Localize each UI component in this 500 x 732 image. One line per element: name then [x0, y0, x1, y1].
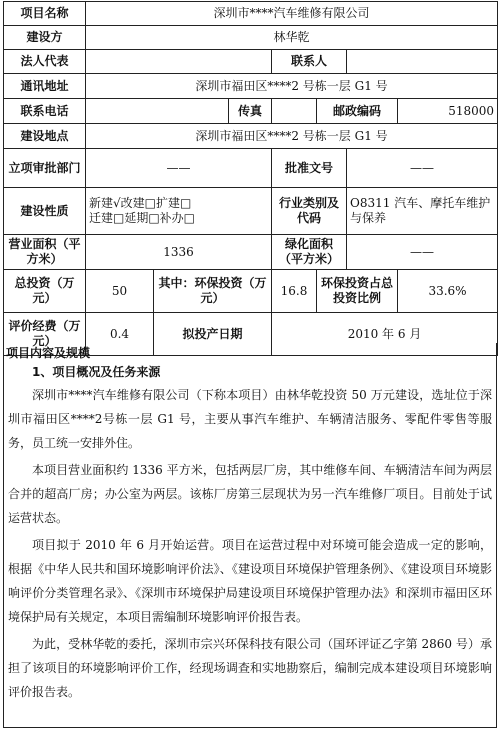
legal-rep-value	[86, 50, 272, 74]
start-date-value: 2010 年 6 月	[272, 313, 498, 356]
site-value: 深圳市福田区****2 号栋一层 G1 号	[86, 124, 498, 149]
env-invest-label: 其中：环保投资（万元）	[154, 270, 272, 313]
fax-value	[272, 99, 317, 124]
paragraph-4: 为此，受林华乾的委托，深圳市宗兴环保科技有限公司（国环评证乙字第 2860 号）承担了该项目的环境影响评价工作，经现场调查和实地勘察后，编制完成本建设项目环境影响评价报告表。	[8, 637, 492, 699]
env-ratio-value: 33.6%	[398, 270, 498, 313]
eval-fee-value: 0.4	[86, 313, 154, 356]
section-title: 项目内容及规模	[6, 346, 91, 360]
address-value: 深圳市福田区****2 号栋一层 G1 号	[86, 74, 498, 99]
postcode-label: 邮政编码	[317, 99, 398, 124]
postcode-value: 518000	[398, 99, 498, 124]
builder-value: 林华乾	[86, 26, 498, 50]
eval-fee-label: 评价经费（万元）	[4, 313, 86, 356]
paragraph-3: 项目拟于 2010 年 6 月开始运营。项目在运营过程中对环境可能会造成一定的影响，根据《中华人民共和国环境影响评价法》、《建设项目环境保护管理条例》、《建设项目环境影响评价分类管理名录》、《深圳市环境保护局建设项目环境保护管理办法》和深圳市福田区环境保护局有关规定，本项目需编制环境影响评价报告表。	[8, 538, 492, 624]
approval-no-label: 批准文号	[272, 149, 347, 188]
document-page	[3, 1, 497, 729]
fax-label: 传真	[229, 99, 272, 124]
project-content-section	[3, 343, 497, 728]
nature-value	[86, 188, 272, 235]
nature-label: 建设性质	[4, 188, 86, 235]
approval-dept-value: ——	[86, 149, 272, 188]
green-area-value: ——	[347, 235, 498, 270]
paragraph-2: 本项目营业面积约 1336 平方米，包括两层厂房，其中维修车间、车辆清洁车间为两层合并的超高厂房；办公室为两层。该栋厂房第三层现状为另一汽车维修厂项目。目前处于试运营状态。	[8, 463, 492, 525]
industry-value: O8311 汽车、摩托车维护与保养	[347, 188, 498, 235]
approval-no-value: ——	[347, 149, 498, 188]
builder-label: 建设方	[4, 26, 86, 50]
legal-rep-label: 法人代表	[4, 50, 86, 74]
project-name-value: 深圳市****汽车维修有限公司	[86, 2, 498, 26]
area-value: 1336	[86, 235, 272, 270]
phone-value	[86, 99, 229, 124]
project-name-label: 项目名称	[4, 2, 86, 26]
total-invest-value: 50	[86, 270, 154, 313]
nature-line-1: 新建√改建□扩建□	[89, 196, 192, 210]
address-label: 通讯地址	[4, 74, 86, 99]
green-area-label: 绿化面积（平方米）	[272, 235, 347, 270]
industry-label: 行业类别及代码	[272, 188, 347, 235]
env-invest-value: 16.8	[272, 270, 317, 313]
paragraph-1: 深圳市****汽车维修有限公司（下称本项目）由林华乾投资 50 万元建设，选址位于深圳市福田区****2号栋一层 G1 号，主要从事汽车维护、车辆清洁服务、零配件零售等服务，员工统一安排外住。	[8, 388, 492, 450]
phone-label: 联系电话	[4, 99, 86, 124]
nature-line-2: 迁建□延期□补办□	[89, 211, 196, 225]
area-label: 营业面积（平方米）	[4, 235, 86, 270]
env-ratio-label: 环保投资占总投资比例	[317, 270, 398, 313]
start-date-label: 拟投产日期	[154, 313, 272, 356]
project-info-table	[3, 1, 498, 356]
contact-label: 联系人	[272, 50, 347, 74]
total-invest-label: 总投资（万元）	[4, 270, 86, 313]
site-label: 建设地点	[4, 124, 86, 149]
sub-title: 1、项目概况及任务来源	[32, 365, 161, 379]
contact-value	[347, 50, 498, 74]
approval-dept-label: 立项审批部门	[4, 149, 86, 188]
